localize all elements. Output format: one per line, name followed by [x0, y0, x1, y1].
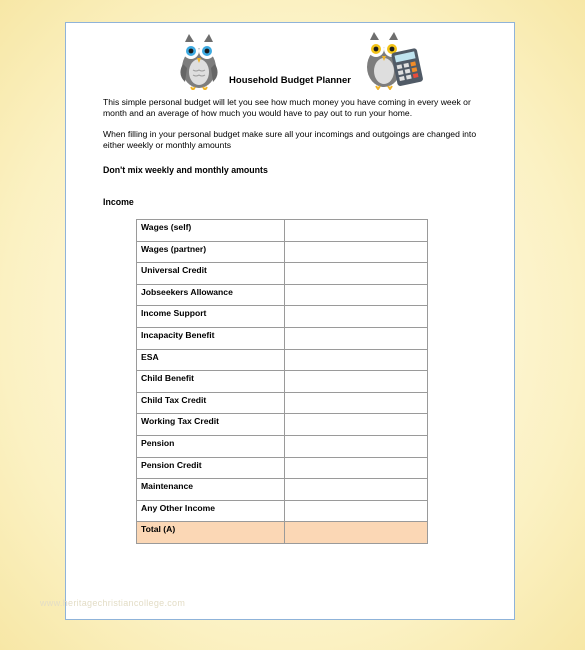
income-value-cell[interactable] — [285, 349, 428, 371]
table-row — [137, 220, 428, 242]
document-page — [65, 22, 515, 620]
table-row — [137, 435, 428, 457]
income-value-cell[interactable] — [285, 220, 428, 242]
instructions-paragraph: When filling in your personal budget make sure all your incomings and outgoings are changed into either weekly or monthly amounts — [103, 129, 477, 150]
income-label: Working Tax Credit — [137, 414, 285, 436]
table-row — [137, 522, 428, 544]
income-label: Maintenance — [137, 479, 285, 501]
income-value-cell[interactable] — [285, 479, 428, 501]
table-row — [137, 392, 428, 414]
table-row — [137, 284, 428, 306]
income-table — [136, 219, 428, 544]
income-label: Jobseekers Allowance — [137, 284, 285, 306]
table-row — [137, 263, 428, 285]
document-title: Household Budget Planner — [229, 75, 351, 86]
table-row — [137, 500, 428, 522]
income-heading: Income — [103, 197, 134, 207]
table-row — [137, 327, 428, 349]
income-label: Any Other Income — [137, 500, 285, 522]
income-value-cell[interactable] — [285, 284, 428, 306]
table-row — [137, 479, 428, 501]
income-label: Wages (partner) — [137, 241, 285, 263]
income-label: Income Support — [137, 306, 285, 328]
table-row — [137, 414, 428, 436]
table-row — [137, 241, 428, 263]
income-label: Child Tax Credit — [137, 392, 285, 414]
income-label: Wages (self) — [137, 220, 285, 242]
income-value-cell[interactable] — [285, 522, 428, 544]
watermark: www.heritagechristiancollege.com — [40, 598, 186, 608]
income-value-cell[interactable] — [285, 306, 428, 328]
income-label: Child Benefit — [137, 371, 285, 393]
income-label: Incapacity Benefit — [137, 327, 285, 349]
table-row — [137, 306, 428, 328]
income-value-cell[interactable] — [285, 263, 428, 285]
income-label: Universal Credit — [137, 263, 285, 285]
income-label: Total (A) — [137, 522, 285, 544]
income-value-cell[interactable] — [285, 241, 428, 263]
income-label: ESA — [137, 349, 285, 371]
table-row — [137, 349, 428, 371]
income-value-cell[interactable] — [285, 414, 428, 436]
income-value-cell[interactable] — [285, 371, 428, 393]
warning-text: Don't mix weekly and monthly amounts — [103, 165, 268, 175]
table-row — [137, 457, 428, 479]
income-value-cell[interactable] — [285, 392, 428, 414]
income-value-cell[interactable] — [285, 435, 428, 457]
intro-paragraph: This simple personal budget will let you see how much money you have coming in every week or month and an average of how much you would have to pay out to run your home. — [103, 97, 471, 118]
income-value-cell[interactable] — [285, 500, 428, 522]
income-value-cell[interactable] — [285, 457, 428, 479]
income-label: Pension — [137, 435, 285, 457]
income-label: Pension Credit — [137, 457, 285, 479]
income-value-cell[interactable] — [285, 327, 428, 349]
table-row — [137, 371, 428, 393]
